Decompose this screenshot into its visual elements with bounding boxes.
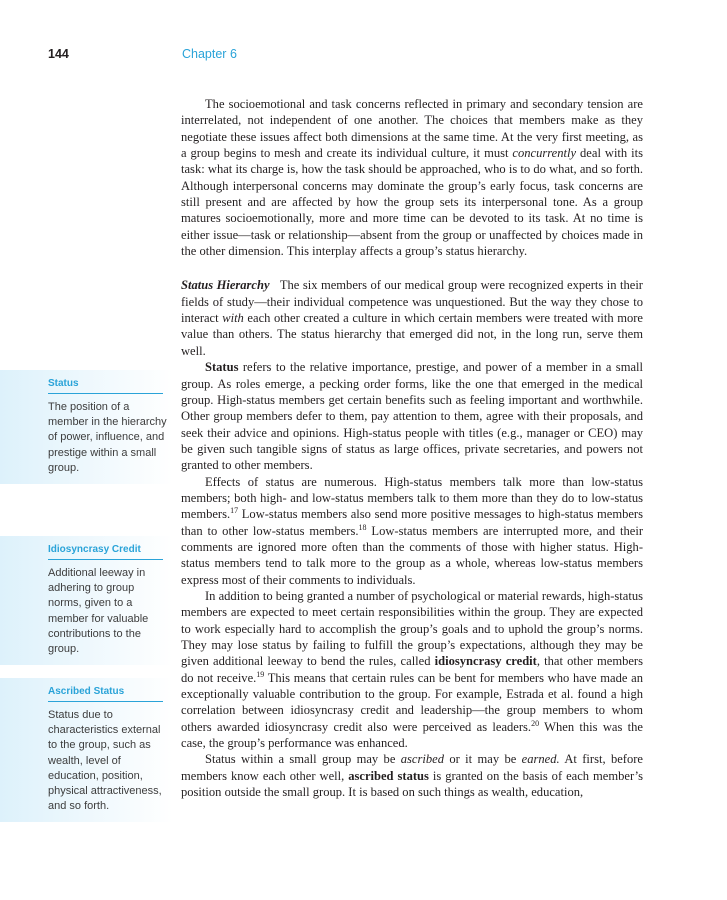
footnote-ref: 19	[256, 669, 265, 679]
footnote-ref: 17	[230, 506, 239, 516]
emphasis: ascribed	[400, 752, 444, 767]
section-heading: Status Hierarchy	[181, 278, 270, 293]
chapter-label: Chapter 6	[182, 47, 237, 61]
page-number: 144	[48, 47, 69, 61]
glossary-entry-idiosyncrasy-credit	[0, 536, 173, 665]
running-header	[48, 47, 237, 61]
paragraph: Status refers to the relative importance, prestige, and power of a member in a small group. As roles emerge, a pecking order forms, like the one that emerged in the medical group. High-status members get certain benefits such as feeling important and worthwhile. Other group members defer to them, pay attention to them, agree with their proposals, and seek their advice and opinions. High-status people with titles (e.g., manager or CEO) may be given such tangible signs of status as large offices, private secretaries, and powers not granted to other members.	[181, 360, 643, 473]
glossary-definition: Additional leeway in adhering to group norms, given to a member for valuable contributions to the group.	[48, 567, 149, 656]
emphasis: with	[222, 311, 244, 326]
glossary-definition: Status due to characteristics external to the group, such as wealth, level of education, position, physical attractiveness, and so forth.	[48, 709, 162, 813]
paragraph: In addition to being granted a number of psychological or material rewards, high-status members are expected to meet certain responsibilities within the group. They are expected to work especially hard to accomplish the group’s goals and to uphold the group’s norms. They may lose status by failing to fulfill the group’s expectations, although they may be given additional leeway to bend the rules, called idiosyncrasy credit, that other members do not receive.$^{19}$ This means that certain rules can be bent for members who have made an exceptionally valuable contribution to the group. For example, Estrada et al. found a high correlation between idiosyncrasy credit and leadership—the group members to whom others awarded idiosyncrasy credit also were perceived as leaders.$^{20}$ When this was the case, the group’s performance was enhanced.	[181, 588, 643, 751]
paragraph: Effects of status are numerous. High-status members talk more than low-status members; both high- and low-status members talk to them more than they do to low-status members.$^{17}$ Low-status members also send more positive messages to high-status members than to other low-status members.$^{18}$ Low-status members are interrupted more, and their comments are ignored more often than the comments of those with higher status. High-status members tend to talk more to the group as a whole, whereas low-status members express most of their comments to individuals.	[181, 474, 644, 587]
footnote-ref: 20	[531, 718, 540, 728]
key-term: ascribed status	[348, 768, 429, 783]
paragraph: Status Hierarchy The six members of our medical group were recognized experts in their fields of study—their individual competence was unquestioned. But the way they chose to interact with each other created a culture in which certain members were treated with more value than others. The status hierarchy that emerged did not, in the long run, serve them well.	[181, 278, 647, 358]
glossary-entry-status	[0, 370, 173, 484]
emphasis: concurrently	[512, 146, 577, 161]
glossary-term: Ascribed Status	[48, 678, 163, 702]
glossary-definition: The position of a member in the hierarchy of power, influence, and prestige within a small group.	[48, 401, 167, 474]
glossary-entry-ascribed-status	[0, 678, 173, 822]
glossary-term: Idiosyncrasy Credit	[48, 536, 163, 560]
key-term: idiosyncrasy credit	[434, 654, 537, 669]
paragraph: Status within a small group may be ascribed or it may be earned. At first, before members know each other well, ascribed status is granted on the basis of each member’s position outside the small group. It is based on such things as wealth, education,	[181, 752, 643, 800]
paragraph: The socioemotional and task concerns reflected in primary and secondary tension are interrelated, not independent of one another. The choices that members make as they negotiate these issues affect both dimensions at the same time. At the very first meeting, as a group begins to mesh and create its individual culture, it must concurrently deal with its task: what its charge is, how the task should be approached, who is to do what, and so forth. Although interpersonal concerns may dominate the group’s early focus, task concerns are still present and are affected by how the group sets its interpersonal tone. As a group matures socioemotionally, more and more time can be devoted to its task. At no time is either issue—task or relationship—absent from the group or unaffected by choices made in the other dimension. This interplay affects a group’s status hierarchy.	[181, 97, 643, 259]
glossary-term: Status	[48, 370, 163, 394]
body-text	[181, 96, 647, 800]
emphasis: earned.	[521, 752, 560, 767]
footnote-ref: 18	[358, 522, 367, 532]
key-term: Status	[205, 360, 239, 375]
